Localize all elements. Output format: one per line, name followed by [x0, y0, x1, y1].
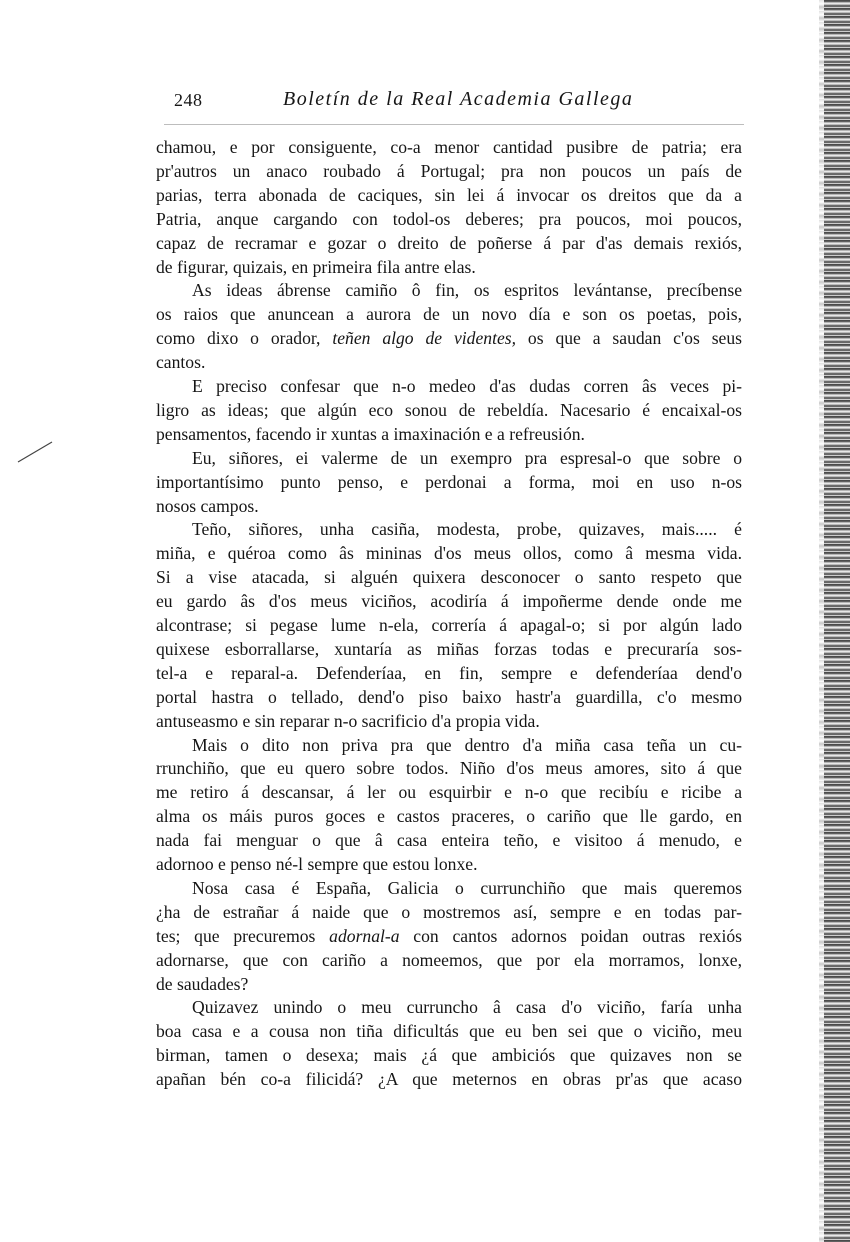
text-line: ¿ha de estrañar á naide que o mostremos así, sempre e en todas par- — [156, 901, 742, 922]
text-segment: como dixo o orador, — [156, 328, 333, 349]
text-line: me retiro á descansar, á ler ou esquirbir e n-o que recibíu e ricibe a — [156, 782, 742, 803]
text-line: importantísimo punto penso, e perdonai a forma, moi en uso n-os — [156, 471, 742, 492]
text-line: Patria, anque cargando con todol-os deberes; pra poucos, moi poucos, — [156, 208, 742, 229]
text-line: boa casa e a cousa non tiña dificultás que eu ben sei que o viciño, meu — [156, 1021, 742, 1042]
text-line: cantos. — [156, 352, 206, 373]
text-line: Mais o dito non priva pra que dentro d'a miña casa teña un cu- — [192, 734, 742, 755]
running-header — [158, 88, 743, 116]
text-segment: tes; que precuremos — [156, 925, 330, 946]
text-line: alcontrase; si pegase lume n-ela, correría á apagal-o; si por algún lado — [156, 615, 742, 635]
text-line: Teño, siñores, unha casiña, modesta, probe, quizaves, mais..... é — [192, 519, 742, 540]
text-line: adornarse, que con cariño a nomeemos, que por ela morramos, lonxe, — [156, 949, 742, 970]
text-line: ligro as ideas; que algún eco sonou de rebeldía. Nacesario é encaixal-os — [156, 399, 742, 420]
italic-phrase: adornal-a — [329, 925, 400, 946]
text-line: pr'autros un anaco roubado á Portugal; pra non poucos un país de — [156, 160, 742, 181]
text-line: adornoo e penso né-l sempre que estou lonxe. — [156, 854, 478, 874]
text-line: As ideas ábrense camiño ô fin, os espritos levántanse, precíbense — [192, 280, 742, 301]
text-line: tel-a e reparal-a. Defenderíaa, en fin, sempre e defenderíaa dend'o — [156, 662, 742, 683]
text-line: alma os máis puros goces e castos praceres, o cariño que lle gardo, en — [156, 806, 742, 827]
text-line — [156, 925, 742, 947]
text-line: de figurar, quizais, en primeira fila antre elas. — [156, 256, 476, 277]
text-line: pensamentos, facendo ir xuntas a imaxinación e a refreusión. — [156, 423, 585, 444]
text-line: Eu, siñores, ei valerme de un exempro pra espresal-o que sobre o — [192, 447, 742, 468]
text-line: de saudades? — [156, 973, 249, 994]
text-line: miña, e quéroa como âs mininas d'os meus ollos, como â mesma vida. — [156, 543, 742, 564]
text-line: os raios que anuncean a aurora de un novo día e son os poetas, pois, — [156, 304, 742, 325]
text-line: parias, terra abonada de caciques, sin lei á invocar os dreitos que da a — [156, 184, 742, 205]
text-line: portal hastra o tellado, dend'o piso baixo hastr'a guardilla, c'o mesmo — [156, 686, 742, 707]
text-line: antuseasmo e sin reparar n-o sacrificio d'a propia vida. — [156, 710, 540, 731]
text-segment: os que a saudan c'os seus — [516, 328, 742, 349]
binding-edge — [824, 0, 850, 1242]
text-line: chamou, e por consiguente, co-a menor cantidad pusibre de patria; era — [156, 137, 742, 157]
text-line: E preciso confesar que n-o medeo d'as dudas corren âs veces pi- — [192, 376, 742, 396]
text-line: quixese esborrallarse, xuntaría as miñas forzas todas e precuraría sos- — [156, 638, 742, 659]
text-line: nosos campos. — [156, 495, 259, 516]
text-segment: con cantos adornos poidan outras rexiós — [399, 925, 742, 946]
header-rule — [164, 124, 744, 125]
text-line — [156, 327, 742, 349]
text-line: Si a vise atacada, si alguén quixera desconocer o santo respeto que — [156, 567, 742, 588]
text-line: Quizavez unindo o meu curruncho â casa d'o viciño, faría unha — [192, 997, 742, 1018]
text-line: rrunchiño, que eu quero sobre todos. Niño d'os meus amores, sito á que — [156, 758, 742, 779]
text-line: Nosa casa é España, Galicia o currunchiño que mais queremos — [192, 877, 742, 898]
italic-phrase: teñen algo de videntes, — [332, 328, 517, 349]
text-line: nada fai menguar o que â casa enteira teño, e visitoo á menudo, e — [156, 830, 742, 851]
page-number: 248 — [174, 90, 203, 110]
running-title: Boletín de la Real Academia Gallega — [283, 88, 634, 110]
text-line: eu gardo âs d'os meus viciños, acodiría á impoñerme dende onde me — [156, 591, 742, 612]
text-line: capaz de recramar e gozar o dreito de poñerse á par d'as demais rexiós, — [156, 232, 742, 253]
margin-pencil-mark — [16, 440, 54, 466]
text-line: birman, tamen o desexa; mais ¿á que ambiciós que quizaves non se — [156, 1045, 742, 1066]
text-line: apañan bén co-a filicidá? ¿A que meternos en obras pr'as que acaso — [156, 1069, 742, 1090]
